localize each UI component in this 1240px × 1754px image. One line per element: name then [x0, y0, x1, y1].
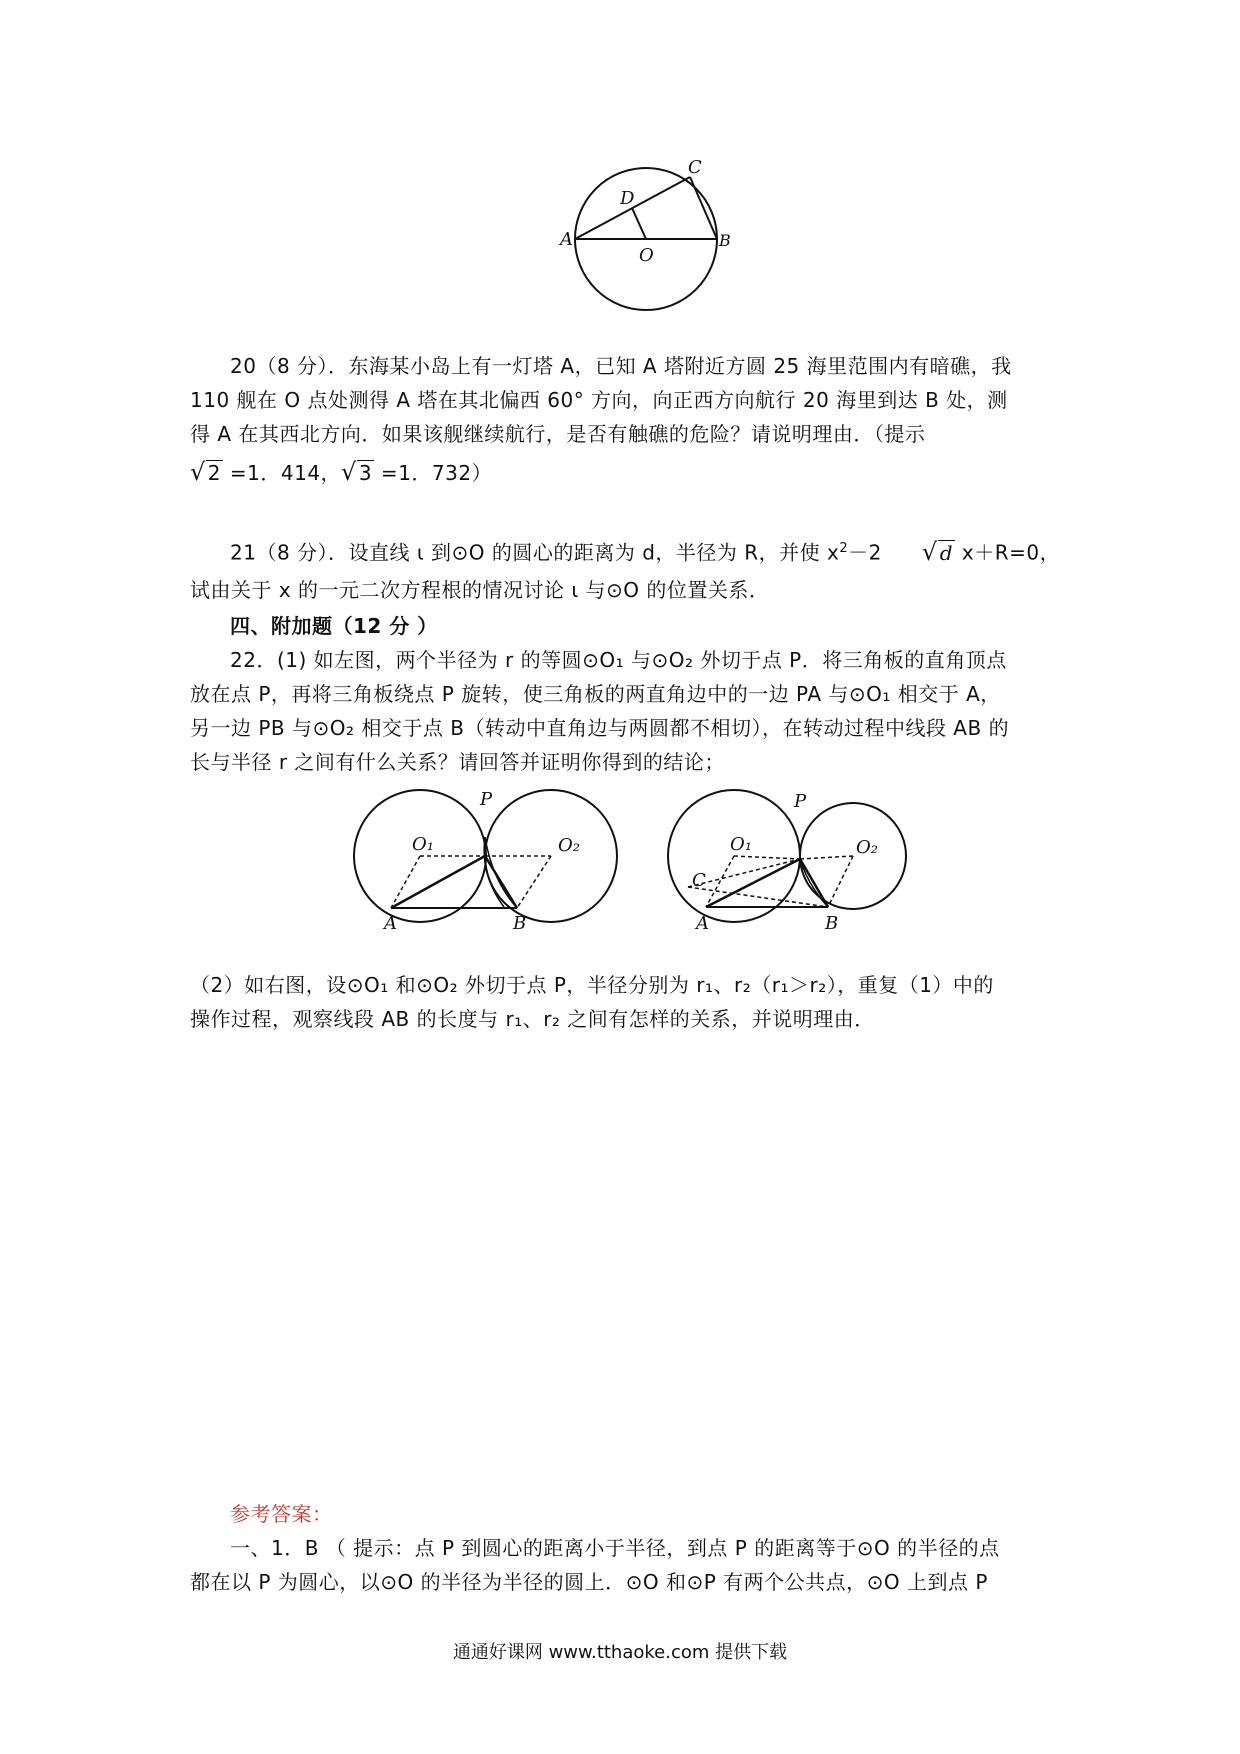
fig1-label-a: A: [560, 229, 573, 250]
answers-title: 参考答案：: [230, 1502, 333, 1526]
q22-part2-line-1: （2）如右图，设⊙O₁ 和⊙O₂ 外切于点 P，半径分别为 r₁、r₂（r₁＞r₂），重复（1）中的: [190, 973, 994, 997]
question-20-body: [190, 383, 1062, 490]
figure-unequal-circles: [668, 785, 918, 935]
sqrt-2: √ 2: [190, 458, 222, 486]
fig3-label-o1: O₁: [730, 834, 752, 855]
q22-line-3: 另一边 PB 与⊙O₂ 相交于点 B（转动中直角边与两圆都不相切），在转动过程中线段 AB 的: [190, 716, 1010, 740]
figure-circle-o: [560, 157, 731, 310]
question-22-part-1: [190, 643, 1062, 779]
q20-line-1: 20（8 分）．东海某小岛上有一灯塔 A，已知 A 塔附近方圆 25 海里范围内有暗礁，我: [230, 354, 1012, 378]
fig2-label-a: A: [384, 913, 397, 934]
fig3-label-c: C: [692, 870, 706, 891]
question-22-part-2: [190, 968, 1062, 1036]
fig3-label-a: A: [696, 913, 709, 934]
fig1-label-d: D: [620, 188, 635, 209]
sqrt-3: √ 3: [341, 458, 373, 486]
fig1-label-b: B: [719, 231, 731, 250]
fig2-label-b: B: [513, 913, 527, 934]
fig2-label-o1: O₁: [412, 834, 434, 855]
question-21: 21（8 分）．设直线 ι 到⊙O 的圆心的距离为 d，半径为 R，并使 $x^2-2$ √ d x＋R=0，: [190, 532, 1062, 570]
fig1-label-c: C: [688, 157, 702, 178]
answers-body: [190, 1531, 1062, 1599]
answer-line-2: 都在以 P 为圆心，以⊙O 的半径为半径的圆上．⊙O 和⊙P 有两个公共点，⊙O 上到点 P: [190, 1570, 988, 1594]
q22-part2-line-2: 操作过程，观察线段 AB 的长度与 r₁、r₂ 之间有怎样的关系，并说明理由．: [190, 1007, 875, 1031]
fig3-label-b: B: [825, 913, 839, 934]
q20-hint: √ 2 =1．414，√ 3 =1．732）: [190, 455, 1062, 490]
fig2-label-p: P: [480, 789, 493, 810]
q20-line-2: 110 舰在 O 点处测得 A 塔在其北偏西 60° 方向，向正西方向航行 20 海里到达 B 处，测: [190, 388, 1008, 412]
q22-line-4: 长与半径 r 之间有什么关系？请回答并证明你得到的结论；: [190, 750, 725, 774]
page-footer: 通通好课网 www.tthaoke.com 提供下载: [452, 1642, 788, 1663]
fig1-label-o: O: [639, 245, 654, 266]
answer-line-1: 一、1．B （ 提示：点 P 到圆心的距离小于半径，到点 P 的距离等于⊙O 的半径的点: [230, 1536, 1000, 1560]
q20-line-3: 得 A 在其西北方向．如果该舰继续航行，是否有触礁的危险？请说明理由．（提示: [190, 422, 926, 446]
fig3-label-o2: O₂: [856, 837, 878, 858]
figure-equal-circles: [352, 785, 632, 935]
question-20: [190, 349, 1062, 383]
q22-line-2: 放在点 P，再将三角板绕点 P 旋转，使三角板的两直角边中的一边 PA 与⊙O₁ 相交于 A，: [190, 682, 1001, 706]
q22-line-1: 22．(1) 如左图，两个半径为 r 的等圆⊙O₁ 与⊙O₂ 外切于点 P．将三角板的直角顶点: [230, 648, 1007, 672]
sqrt-d: √ d: [921, 537, 953, 566]
fig2-label-o2: O₂: [558, 835, 580, 856]
fig3-label-p: P: [794, 791, 807, 812]
question-21-line-2: 试由关于 x 的一元二次方程根的情况讨论 ι 与⊙O 的位置关系．: [190, 578, 770, 602]
section-4-title: 四、附加题（12 分 ）: [230, 614, 438, 638]
